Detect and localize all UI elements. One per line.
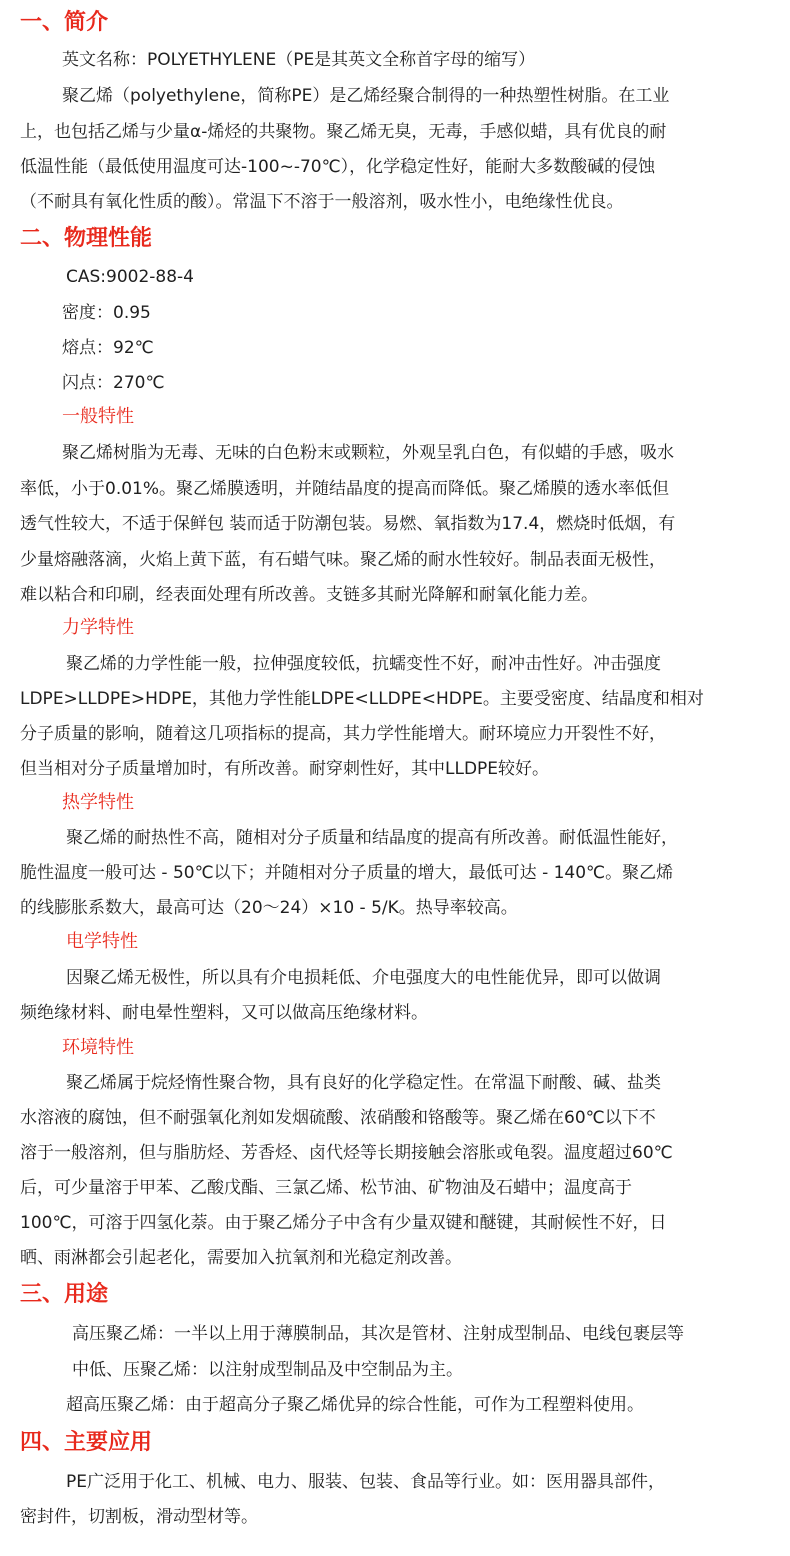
mechanical-line: LDPE>LLDPE>HDPE，其他力学性能LDPE<LLDPE<HDPE。主要受密度、结晶度和相对: [20, 689, 704, 709]
uses-line: 中低、压聚乙烯：以注射成型制品及中空制品为主。: [72, 1360, 463, 1380]
electrical-line: 因聚乙烯无极性，所以具有介电损耗低、介电强度大的电性能优异，即可以做调: [66, 968, 661, 988]
general-line: 透气性较大，不适于保鲜包 装而适于防潮包装。易燃、氧指数为17.4，燃烧时低烟，有: [20, 514, 676, 534]
general-line: 率低，小于0.01%。聚乙烯膜透明，并随结晶度的提高而降低。聚乙烯膜的透水率低但: [20, 479, 670, 499]
property-melting-point: 熔点：92℃: [62, 338, 154, 358]
subheading-general: 一般特性: [62, 406, 134, 427]
environment-line: 溶于一般溶剂，但与脂肪烃、芳香烃、卤代烃等长期接触会溶胀或龟裂。温度超过60℃: [20, 1143, 673, 1163]
intro-line: （不耐具有氧化性质的酸）。常温下不溶于一般溶剂，吸水性小，电绝缘性优良。: [20, 192, 624, 212]
intro-line: 聚乙烯（polyethylene，简称PE）是乙烯经聚合制得的一种热塑性树脂。在工业: [62, 86, 670, 106]
subheading-mechanical: 力学特性: [62, 617, 134, 638]
mechanical-line: 聚乙烯的力学性能一般，拉伸强度较低，抗蠕变性不好，耐冲击性好。冲击强度: [66, 654, 661, 674]
general-line: 少量熔融落滴，火焰上黄下蓝，有石蜡气味。聚乙烯的耐水性较好。制品表面无极性，: [20, 550, 666, 570]
thermal-line: 聚乙烯的耐热性不高，随相对分子质量和结晶度的提高有所改善。耐低温性能好，: [66, 828, 678, 848]
intro-line: 上，也包括乙烯与少量α-烯烃的共聚物。聚乙烯无臭，无毒，手感似蜡，具有优良的耐: [20, 122, 667, 142]
section-heading-intro: 一、简介: [20, 10, 109, 35]
subheading-electrical: 电学特性: [66, 931, 138, 952]
section-heading-applications: 四、主要应用: [20, 1430, 153, 1455]
subheading-thermal: 热学特性: [62, 792, 134, 813]
thermal-line: 脆性温度一般可达 - 50℃以下；并随相对分子质量的增大，最低可达 - 140℃。聚乙烯: [20, 863, 674, 883]
environment-line: 水溶液的腐蚀，但不耐强氧化剂如发烟硫酸、浓硝酸和铬酸等。聚乙烯在60℃以下不: [20, 1108, 656, 1128]
applications-line: PE广泛用于化工、机械、电力、服装、包装、食品等行业。如：医用器具部件，: [66, 1472, 665, 1492]
general-line: 难以粘合和印刷，经表面处理有所改善。支链多其耐光降解和耐氧化能力差。: [20, 585, 598, 605]
environment-line: 晒、雨淋都会引起老化，需要加入抗氧剂和光稳定剂改善。: [20, 1248, 462, 1268]
property-flash-point: 闪点：270℃: [62, 373, 165, 393]
uses-line: 超高压聚乙烯：由于超高分子聚乙烯优异的综合性能，可作为工程塑料使用。: [66, 1395, 644, 1415]
property-density: 密度：0.95: [62, 303, 151, 323]
property-cas: CAS:9002-88-4: [66, 267, 194, 287]
general-line: 聚乙烯树脂为无毒、无味的白色粉末或颗粒，外观呈乳白色，有似蜡的手感，吸水: [62, 443, 674, 463]
uses-line: 高压聚乙烯：一半以上用于薄膜制品，其次是管材、注射成型制品、电线包裹层等: [72, 1324, 684, 1344]
electrical-line: 频绝缘材料、耐电晕性塑料，又可以做高压绝缘材料。: [20, 1003, 428, 1023]
section-heading-uses: 三、用途: [20, 1282, 109, 1307]
environment-line: 100℃，可溶于四氢化萘。由于聚乙烯分子中含有少量双键和醚键，其耐候性不好，日: [20, 1213, 667, 1233]
environment-line: 后，可少量溶于甲苯、乙酸戊酯、三氯乙烯、松节油、矿物油及石蜡中；温度高于: [20, 1178, 632, 1198]
environment-line: 聚乙烯属于烷烃惰性聚合物，具有良好的化学稳定性。在常温下耐酸、碱、盐类: [66, 1073, 661, 1093]
subheading-environment: 环境特性: [62, 1037, 134, 1058]
mechanical-line: 但当相对分子质量增加时，有所改善。耐穿刺性好，其中LLDPE较好。: [20, 759, 550, 779]
mechanical-line: 分子质量的影响，随着这几项指标的提高，其力学性能增大。耐环境应力开裂性不好，: [20, 724, 666, 744]
intro-line: 英文名称：POLYETHYLENE（PE是其英文全称首字母的缩写）: [62, 50, 536, 70]
section-heading-physical: 二、物理性能: [20, 226, 153, 251]
intro-line: 低温性能（最低使用温度可达-100~-70℃），化学稳定性好，能耐大多数酸碱的侵蚀: [20, 157, 656, 177]
thermal-line: 的线膨胀系数大，最高可达（20～24）×10 - 5/K。热导率较高。: [20, 898, 518, 918]
applications-line: 密封件，切割板，滑动型材等。: [20, 1507, 258, 1527]
